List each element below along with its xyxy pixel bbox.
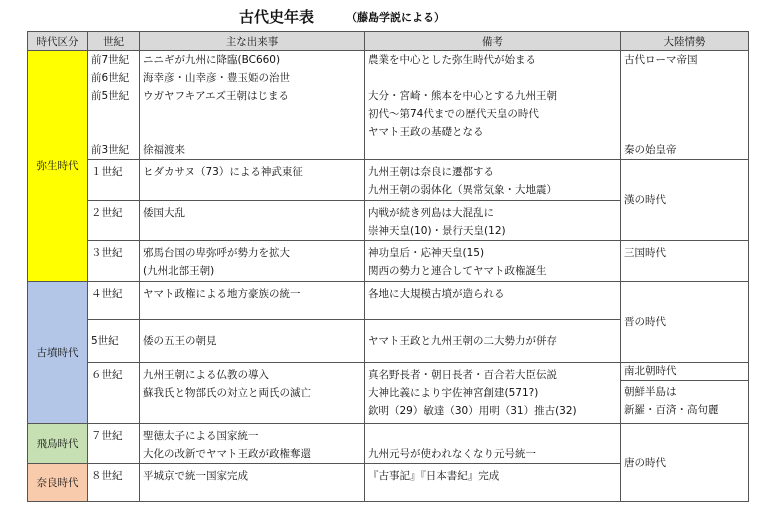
event-text: (九州北部王朝) — [143, 265, 215, 277]
events-cell — [140, 51, 365, 160]
continent-text — [624, 87, 745, 105]
century-cell: ８世紀 — [88, 464, 140, 502]
event-text — [143, 123, 361, 141]
event-text: ウガヤフキアエズ王朝はじまる — [143, 90, 290, 102]
note-text: 大分・宮崎・熊本を中心とする九州王朝 — [368, 90, 557, 102]
note-text: 農業を中心とした弥生時代が始まる — [368, 54, 536, 66]
century-text — [91, 123, 136, 141]
table-row — [28, 282, 749, 320]
note-text: 神功皇后・応神天皇(15) — [368, 247, 485, 259]
table-row — [28, 363, 749, 424]
note-text — [368, 69, 617, 87]
note-text: 九州王朝は奈良に遷都する — [368, 166, 494, 178]
page-subtitle: （藤島学説による） — [346, 11, 445, 24]
note-text: 各地に大規模古墳が造られる — [368, 288, 505, 300]
century-cell: １世紀 — [88, 160, 140, 201]
event-text: 海幸彦・山幸彦・豊玉姫の治世 — [143, 72, 290, 84]
event-text: 邪馬台国の卑弥呼が勢力を拡大 — [143, 247, 290, 259]
events-cell — [140, 241, 365, 282]
notes-cell — [365, 201, 621, 241]
header-century: 世紀 — [88, 32, 140, 51]
events-cell — [140, 363, 365, 424]
note-text: 欽明（29）敏達（30）用明（31）推古(32) — [368, 405, 577, 417]
century-cell: ３世紀 — [88, 241, 140, 282]
event-text: 大化の改新でヤマト王政が政権奪還 — [143, 448, 311, 460]
event-text: 蘇我氏と物部氏の対立と両氏の滅亡 — [143, 387, 311, 399]
header-row — [28, 32, 749, 51]
header-notes: 備考 — [365, 32, 621, 51]
era-kofun: 古墳時代 — [28, 282, 88, 424]
event-text — [143, 105, 361, 123]
continent-text: 南北朝時代 — [621, 363, 748, 381]
table-row — [28, 51, 749, 160]
note-text: 大神比義により宇佐神宮創建(571?) — [368, 387, 539, 399]
event-text: 平城京で統一国家完成 — [143, 470, 248, 482]
note-text: 関西の勢力と連合してヤマト政権誕生 — [368, 265, 547, 277]
century-text: 前6世紀 — [91, 72, 130, 84]
header-era: 時代区分 — [28, 32, 88, 51]
events-cell — [140, 282, 365, 320]
era-yayoi: 弥生時代 — [28, 51, 88, 282]
note-text: ヤマト王政の基礎となる — [368, 126, 484, 138]
notes-cell — [365, 320, 621, 363]
events-cell — [140, 424, 365, 464]
century-text — [91, 105, 136, 123]
events-cell — [140, 201, 365, 241]
notes-cell — [365, 424, 621, 464]
continent-text: 古代ローマ帝国 — [624, 54, 698, 66]
page-title: 古代史年表 — [239, 8, 315, 26]
note-text: 真名野長者・朝日長者・百合若大臣伝説 — [368, 369, 557, 381]
table-row — [28, 160, 749, 201]
continent-text — [624, 69, 745, 87]
event-text: ヤマト政権による地方豪族の統一 — [143, 288, 301, 300]
notes-cell — [365, 241, 621, 282]
continent-cell: 三国時代 — [621, 241, 749, 282]
notes-cell — [365, 363, 621, 424]
century-text: 前5世紀 — [91, 90, 130, 102]
century-cell — [88, 51, 140, 160]
century-cell: ２世紀 — [88, 201, 140, 241]
continent-text — [624, 123, 745, 141]
continent-text — [624, 105, 745, 123]
century-text: 前3世紀 — [91, 144, 130, 156]
note-text: 九州王朝の弱体化（異常気象・大地震） — [368, 184, 557, 196]
era-asuka: 飛鳥時代 — [28, 424, 88, 464]
chronology-table — [27, 31, 749, 502]
header-events: 主な出来事 — [140, 32, 365, 51]
note-text: 『古事記』『日本書紀』完成 — [368, 470, 500, 482]
notes-cell — [365, 464, 621, 502]
event-text: 聖徳太子による国家統一 — [143, 430, 259, 442]
note-text: 内戦が続き列島は大混乱に — [368, 207, 494, 219]
event-text: ヒダカサヌ（73）による神武東征 — [143, 166, 303, 178]
notes-cell — [365, 282, 621, 320]
table-row — [28, 241, 749, 282]
continent-text: 新羅・百済・高句麗 — [624, 404, 719, 416]
continent-text: 秦の始皇帝 — [624, 144, 677, 156]
continent-cell: 晋の時代 — [621, 282, 749, 363]
note-text: 崇神天皇(10)・景行天皇(12) — [368, 225, 506, 237]
event-text: 徐福渡来 — [143, 144, 185, 156]
continent-cell: 漢の時代 — [621, 160, 749, 241]
notes-cell — [365, 51, 621, 160]
century-text: 前7世紀 — [91, 54, 130, 66]
century-cell: 5世紀 — [88, 320, 140, 363]
event-text: 倭の五王の朝見 — [143, 335, 217, 347]
continent-cell — [621, 363, 749, 424]
event-text: 九州王朝による仏教の導入 — [143, 369, 269, 381]
continent-text: 朝鮮半島は — [624, 386, 677, 398]
century-cell: ４世紀 — [88, 282, 140, 320]
events-cell — [140, 464, 365, 502]
century-cell: ７世紀 — [88, 424, 140, 464]
note-text — [368, 427, 617, 445]
century-cell: ６世紀 — [88, 363, 140, 424]
table-row — [28, 424, 749, 464]
continent-group — [621, 381, 748, 419]
events-cell — [140, 320, 365, 363]
note-text: ヤマト王政と九州王朝の二大勢力が併存 — [368, 335, 557, 347]
events-cell — [140, 160, 365, 201]
event-text: 倭国大乱 — [143, 207, 185, 219]
event-text: ニニギが九州に降臨(BC660) — [143, 54, 281, 66]
continent-cell — [621, 51, 749, 160]
continent-cell: 唐の時代 — [621, 424, 749, 502]
title-area — [0, 6, 778, 28]
note-text: 九州元号が使われなくなり元号統一 — [368, 448, 536, 460]
era-nara: 奈良時代 — [28, 464, 88, 502]
notes-cell — [365, 160, 621, 201]
header-continent: 大陸情勢 — [621, 32, 749, 51]
note-text: 初代〜第74代までの歴代天皇の時代 — [368, 108, 539, 120]
